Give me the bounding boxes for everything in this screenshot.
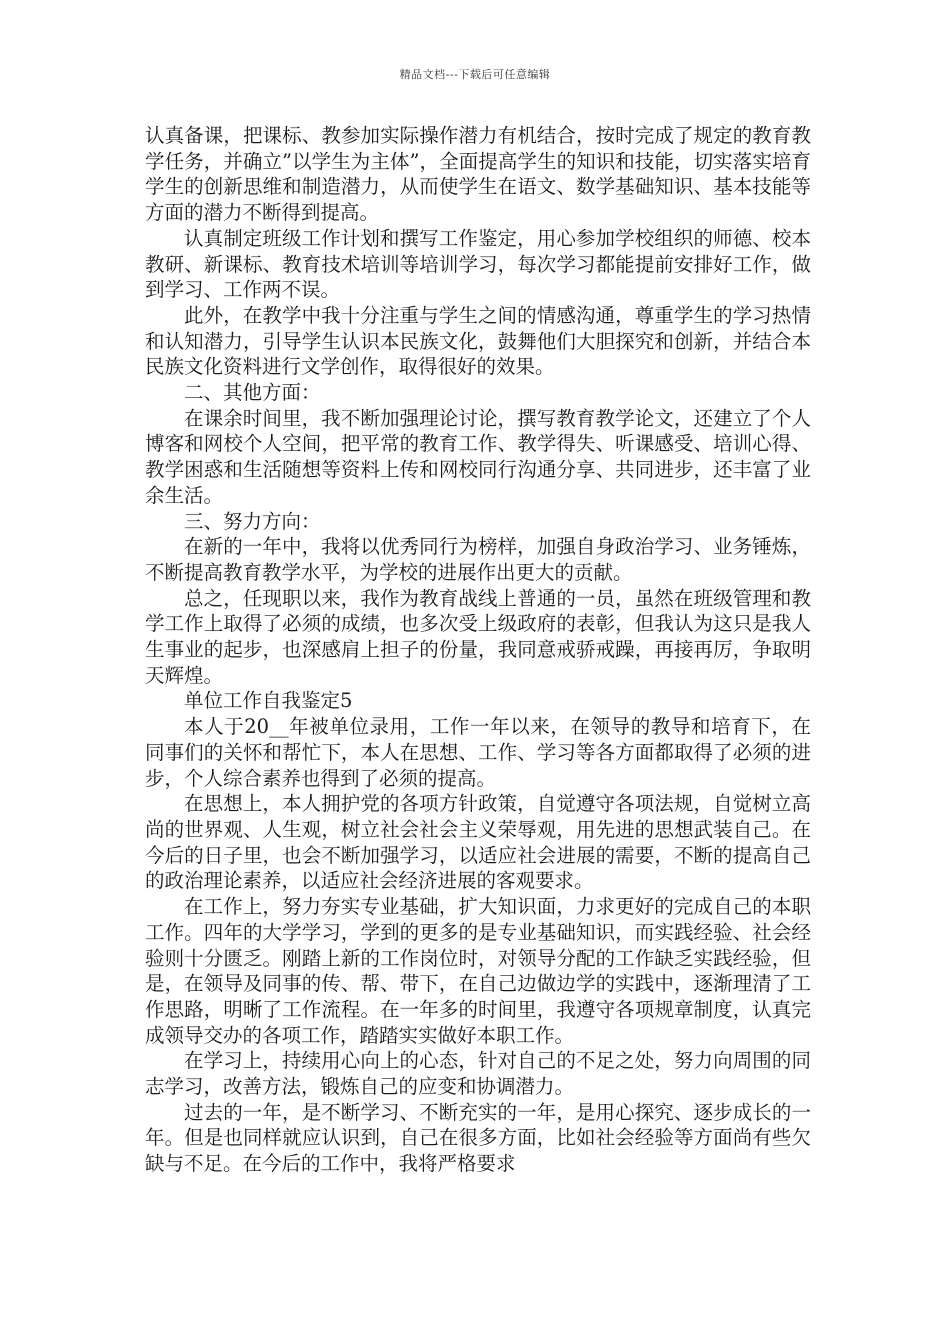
paragraph: 本人于20__年被单位录用，工作一年以来，在领导的教导和培育下，在同事们的关怀和帮忙下，本人在思想、工作、学习等各方面都取得了必须的进步，个人综合素养也得到了必须的提高。	[145, 715, 811, 790]
paragraph: 在课余时间里，我不断加强理论讨论，撰写教育教学论文，还建立了个人博客和网校个人空间，把平常的教育工作、教学得失、听课感受、培训心得、教学困惑和生活随想等资料上传和网校同行沟通分享、共同进步，还丰富了业余生活。	[145, 406, 811, 507]
paragraph: 总之，任现职以来，我作为教育战线上普通的一员，虽然在班级管理和教学工作上取得了必须的成绩，也多次受上级政府的表彰，但我认为这只是我人生事业的起步，也深感肩上担子的份量，我同意戒骄戒躁，再接再厉，争取明天辉煌。	[145, 586, 811, 687]
document-body	[145, 123, 811, 1177]
section-heading: 二、其他方面：	[184, 381, 321, 405]
page-header: 精品文档---下载后可任意编辑	[399, 68, 551, 81]
paragraph: 认真制定班级工作计划和撰写工作鉴定，用心参加学校组织的师德、校本教研、新课标、教育技术培训等培训学习，每次学习都能提前安排好工作，做到学习、工作两不误。	[145, 226, 811, 302]
paragraph: 在学习上，持续用心向上的心态，针对自己的不足之处，努力向周围的同志学习，改善方法，锻炼自己的应变和协调潜力。	[145, 1049, 811, 1099]
section-title: 单位工作自我鉴定5	[184, 689, 353, 713]
paragraph: 在工作上，努力夯实专业基础，扩大知识面，力求更好的完成自己的本职工作。四年的大学学习，学到的更多的是专业基础知识，而实践经验、社会经验则十分匮乏。刚踏上新的工作岗位时，对领导分配的工作缺乏实践经验，但是，在领导及同事的传、帮、带下，在自己边做边学的实践中，逐渐理清了工作思路，明晰了工作流程。在一年多的时间里，我遵守各项规章制度，认真完成领导交办的各项工作，踏踏实实做好本职工作。	[145, 895, 811, 1047]
paragraph: 过去的一年，是不断学习、不断充实的一年，是用心探究、逐步成长的一年。但是也同样就应认识到，自己在很多方面，比如社会经验等方面尚有些欠缺与不足。在今后的工作中，我将严格要求	[145, 1100, 811, 1176]
paragraph: 在新的一年中，我将以优秀同行为榜样，加强自身政治学习、业务锤炼，不断提高教育教学水平，为学校的进展作出更大的贡献。	[145, 535, 811, 584]
paragraph: 在思想上，本人拥护党的各项方针政策，自觉遵守各项法规，自觉树立高尚的世界观、人生观，树立社会社会主义荣辱观，用先进的思想武装自己。在今后的日子里，也会不断加强学习，以适应社会进展的需要，不断的提高自己的政治理论素养，以适应社会经济进展的客观要求。	[145, 792, 811, 893]
paragraph: 认真备课，把课标、教参加实际操作潜力有机结合，按时完成了规定的教育教学任务，并确立”以学生为主体”，全面提高学生的知识和技能，切实落实培育学生的创新思维和制造潜力，从而使学生在语文、数学基础知识、基本技能等方面的潜力不断得到提高。	[145, 124, 811, 225]
section-heading: 三、努力方向：	[184, 509, 321, 533]
paragraph: 此外，在教学中我十分注重与学生之间的情感沟通，尊重学生的学习热情和认知潜力，引导学生认识本民族文化，鼓舞他们大胆探究和创新，并结合本民族文化资料进行文学创作，取得很好的效果。	[145, 303, 811, 379]
